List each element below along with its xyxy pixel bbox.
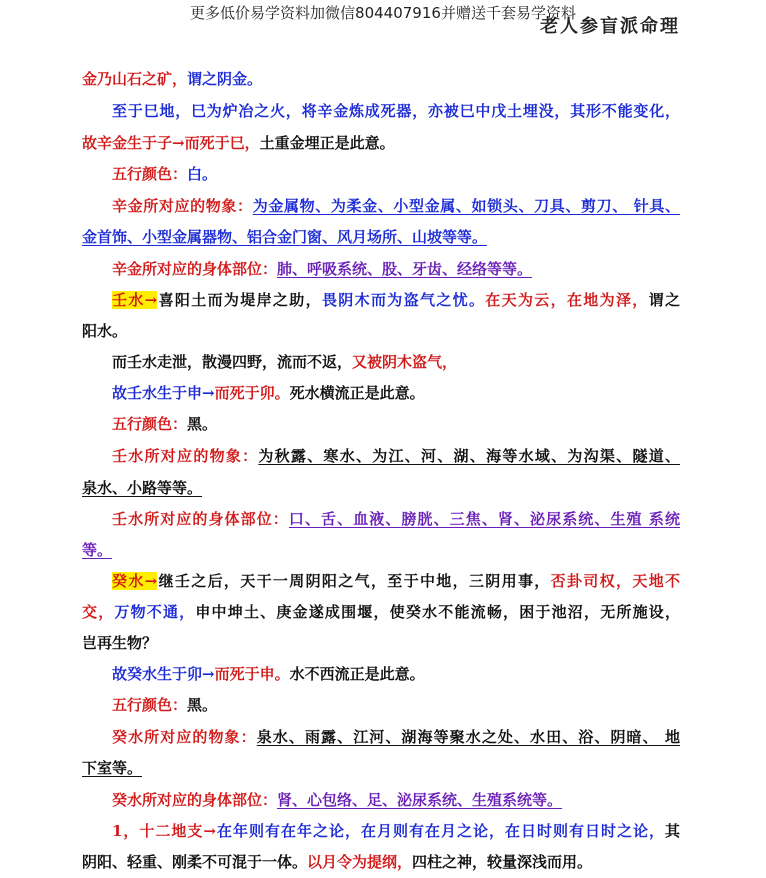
- text-line: [112, 258, 680, 282]
- text-span: 阳水。: [82, 322, 128, 340]
- text-line: [112, 195, 680, 219]
- text-span: 阴阳、轻重、刚柔不可混于一体。: [82, 853, 308, 871]
- text-line: [112, 413, 680, 437]
- text-span: 辛金所对应的身体部位：: [112, 260, 278, 278]
- text-span: 畏阴木而为盗气之忧。: [321, 291, 486, 309]
- text-span: 肾、心包络、足、泌尿系统、生殖系统等。: [277, 791, 563, 809]
- text-line: [82, 632, 680, 656]
- text-span: 为秋露、寒水、为江、河、湖、海等水域、为沟渠、隧道、: [258, 447, 680, 465]
- text-line: [82, 477, 680, 501]
- text-span: 五行颜色：: [112, 415, 188, 433]
- text-line: [82, 851, 680, 875]
- text-span: 故辛金生于子→而死于巳，: [82, 134, 260, 152]
- text-line: [82, 320, 680, 344]
- text-span: 1，十二地支→: [112, 822, 216, 840]
- text-span: 岂再生物？: [82, 634, 158, 652]
- text-span: 至于巳地，巳为炉冶之火，将辛金炼成死器，亦被巳中戊土埋没，其形不能变化，: [112, 102, 680, 120]
- text-span: 而死于卯。: [214, 384, 290, 402]
- text-line: [112, 382, 680, 406]
- text-span: 四柱之神，较量深浅而用。: [412, 853, 593, 871]
- text-span: 为金属物、为柔金、小型金属、如锁头、刀具、剪刀、 针具、: [252, 197, 680, 215]
- text-span: 白。: [187, 165, 218, 183]
- text-span: 肺、呼吸系统、股、牙齿、经络等等。: [277, 260, 533, 278]
- text-line: [112, 508, 680, 532]
- text-line: [112, 100, 680, 124]
- text-span: 又被阴木盗气，: [352, 353, 458, 371]
- text-span: 泉水、雨露、江河、湖海等聚水之处、水田、浴、阴暗、 地: [256, 728, 680, 746]
- text-line: [112, 351, 680, 375]
- text-span: 壬水所对应的身体部位：: [112, 510, 289, 528]
- brand-title: 老人参盲派命理: [540, 16, 680, 37]
- text-span: 金乃山石之矿，: [82, 70, 188, 88]
- text-span: 土重金埋正是此意。: [259, 134, 395, 152]
- text-line: [82, 68, 680, 92]
- text-line: [112, 570, 680, 594]
- top-banner: 更多低价易学资料加微信804407916并赠送千套易学资料: [190, 4, 576, 22]
- text-span: 水不西流正是此意。: [289, 665, 425, 683]
- text-span: 故癸水生于卯→: [112, 665, 215, 683]
- text-span: 泉水、小路等等。: [82, 479, 203, 497]
- text-line: [112, 445, 680, 469]
- text-line: [112, 663, 680, 687]
- text-span: 在天为云，在地为泽，: [485, 291, 649, 309]
- text-span: 五行颜色：: [112, 696, 188, 714]
- text-span: 申中坤土、庚金遂成围堰，使癸水不能流畅，困于池沼，无所施设，: [195, 603, 680, 621]
- text-line: [112, 820, 680, 844]
- text-span: 等。: [82, 541, 113, 559]
- text-line: [112, 694, 680, 718]
- text-line: [82, 539, 680, 563]
- text-line: [112, 789, 680, 813]
- text-span: 下室等。: [82, 759, 143, 777]
- text-span: 金首饰、小型金属器物、铝合金门窗、风月场所、山坡等等。: [82, 228, 488, 246]
- text-span: 五行颜色：: [112, 165, 188, 183]
- text-span: 辛金所对应的物象：: [112, 197, 253, 215]
- text-span: 交，: [82, 603, 115, 621]
- text-line: [82, 226, 680, 250]
- text-span: 其: [664, 822, 680, 840]
- text-span: 癸水所对应的身体部位：: [112, 791, 278, 809]
- text-span: 故壬水生于申→: [112, 384, 215, 402]
- text-span: 死水横流正是此意。: [289, 384, 425, 402]
- text-span: 否卦司权，天地不: [550, 572, 680, 590]
- highlight-label: 癸水→: [112, 572, 158, 590]
- text-span: 而壬水走泄，散漫四野，流而不返，: [112, 353, 353, 371]
- text-span: 以月令为提纲，: [307, 853, 413, 871]
- text-span: 壬水所对应的物象：: [112, 447, 259, 465]
- text-line: [82, 601, 680, 625]
- text-span: 万物不通，: [114, 603, 196, 621]
- text-span: 黑。: [187, 696, 218, 714]
- text-span: 口、舌、血液、膀胱、三焦、肾、泌尿系统、生殖 系统: [288, 510, 680, 528]
- text-span: 癸水所对应的物象：: [112, 728, 257, 746]
- text-span: 在年则有在年之论，在月则有在月之论，在日时则有日时之论，: [216, 822, 665, 840]
- text-span: 谓之: [648, 291, 680, 309]
- text-line: [82, 757, 680, 781]
- text-line: [112, 726, 680, 750]
- text-line: [112, 289, 680, 313]
- highlight-label: 壬水→: [112, 291, 158, 309]
- text-span: 谓之阴金。: [187, 70, 263, 88]
- text-span: 继壬之后，天干一周阴阳之气，至于中地，三阴用事，: [157, 572, 551, 590]
- text-span: 黑。: [187, 415, 218, 433]
- text-line: [112, 163, 680, 187]
- text-span: 喜阳土而为堤岸之助，: [157, 291, 322, 309]
- text-line: [82, 132, 680, 156]
- text-span: 而死于申。: [214, 665, 290, 683]
